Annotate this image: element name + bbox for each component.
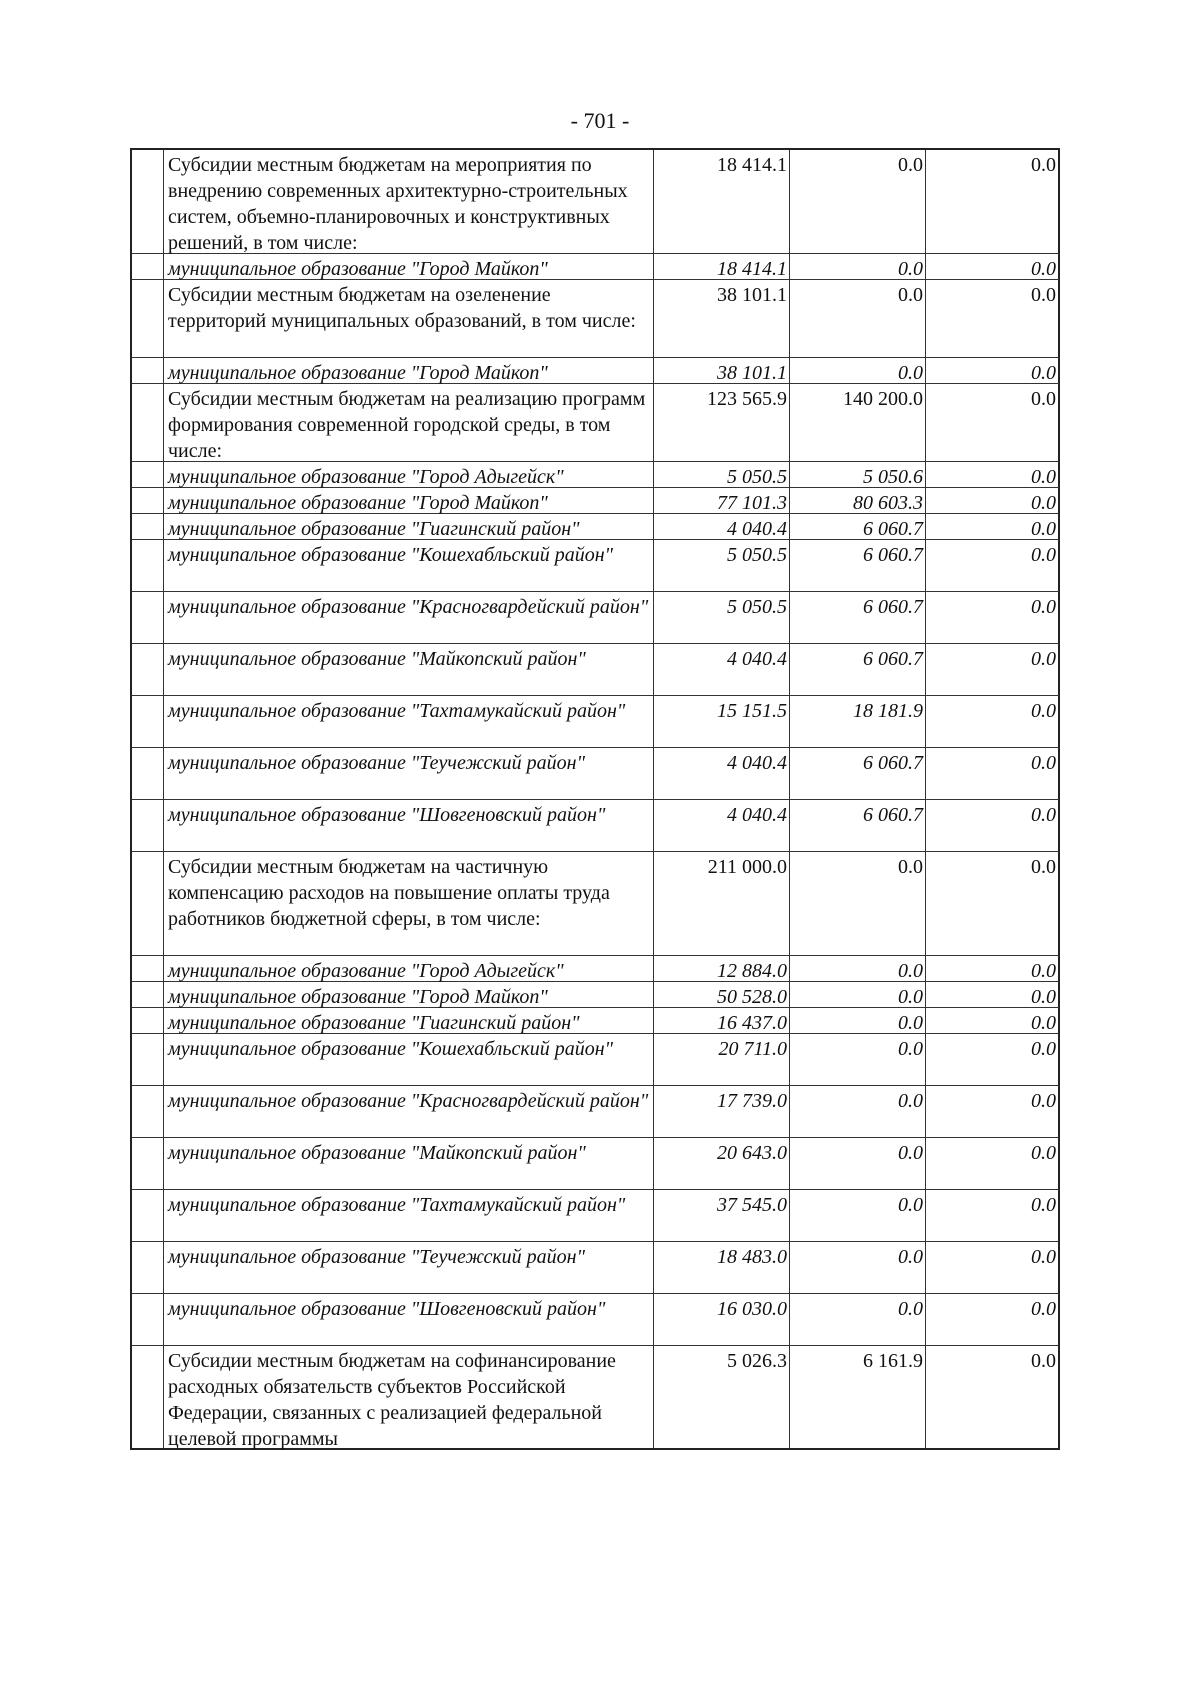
row-value-3: 0.0 xyxy=(1031,804,1056,826)
row-value-1: 16 437.0 xyxy=(654,1008,790,1033)
row-value-1: 5 050.5 xyxy=(654,540,790,591)
row-index-cell xyxy=(132,592,164,643)
table-row-municipality xyxy=(130,1190,1060,1242)
row-value-2: 6 060.7 xyxy=(790,748,926,799)
row-value-3: 0.0 xyxy=(1031,544,1056,566)
table-row-municipality xyxy=(130,488,1060,514)
row-description: муниципальное образование "Красногвардейский район" xyxy=(164,592,654,643)
row-description: муниципальное образование "Город Майкоп" xyxy=(164,358,654,383)
row-value-2: 0.0 xyxy=(790,1086,926,1137)
table-row-municipality xyxy=(130,982,1060,1008)
row-value-2: 5 050.6 xyxy=(790,462,926,487)
row-index-cell xyxy=(132,384,164,461)
row-value-3: 0.0 xyxy=(1031,648,1056,670)
row-description: муниципальное образование "Шовгеновский район" xyxy=(164,800,654,851)
row-value-2: 0.0 xyxy=(790,1138,926,1189)
row-index-cell xyxy=(132,852,164,955)
row-value-2: 0.0 xyxy=(790,1294,926,1345)
row-value-2: 18 181.9 xyxy=(790,696,926,747)
row-description: муниципальное образование "Гиагинский район" xyxy=(164,514,654,539)
row-index-cell xyxy=(132,514,164,539)
row-value-2: 6 060.7 xyxy=(790,800,926,851)
row-value-1: 20 643.0 xyxy=(654,1138,790,1189)
row-value-2: 80 603.3 xyxy=(790,488,926,513)
table-row-subsidy xyxy=(130,148,1060,254)
row-value-2: 0.0 xyxy=(790,358,926,383)
row-index-cell xyxy=(132,1294,164,1345)
row-index-cell xyxy=(132,462,164,487)
table-row-municipality xyxy=(130,592,1060,644)
row-value-3: 0.0 xyxy=(1031,518,1056,540)
row-description: муниципальное образование "Город Майкоп" xyxy=(164,488,654,513)
row-index-cell xyxy=(132,488,164,513)
row-value-1: 18 414.1 xyxy=(654,150,790,253)
row-index-cell xyxy=(132,696,164,747)
row-description: муниципальное образование "Майкопский район" xyxy=(164,644,654,695)
row-index-cell xyxy=(132,280,164,357)
table-row-municipality xyxy=(130,800,1060,852)
table-row-municipality xyxy=(130,1294,1060,1346)
row-value-1: 18 414.1 xyxy=(654,254,790,279)
row-description: муниципальное образование "Красногвардейский район" xyxy=(164,1086,654,1137)
row-value-1: 16 030.0 xyxy=(654,1294,790,1345)
row-value-3: 0.0 xyxy=(1031,1350,1056,1372)
table-row-subsidy xyxy=(130,852,1060,956)
row-index-cell xyxy=(132,1242,164,1293)
row-value-2: 0.0 xyxy=(790,956,926,981)
row-value-1: 12 884.0 xyxy=(654,956,790,981)
row-value-1: 4 040.4 xyxy=(654,514,790,539)
row-value-1: 5 050.5 xyxy=(654,462,790,487)
row-value-2: 0.0 xyxy=(790,280,926,357)
row-value-1: 5 026.3 xyxy=(654,1346,790,1448)
row-value-2: 6 060.7 xyxy=(790,514,926,539)
row-value-3: 0.0 xyxy=(1031,596,1056,618)
row-value-3: 0.0 xyxy=(1031,1194,1056,1216)
table-row-municipality xyxy=(130,462,1060,488)
table-row-municipality xyxy=(130,1242,1060,1294)
row-description: Субсидии местным бюджетам на реализацию программ формирования современной городской среды, в том числе: xyxy=(164,384,654,461)
row-value-2: 140 200.0 xyxy=(790,384,926,461)
row-value-2: 0.0 xyxy=(790,1034,926,1085)
row-index-cell xyxy=(132,540,164,591)
row-index-cell xyxy=(132,1086,164,1137)
row-description: муниципальное образование "Город Адыгейск" xyxy=(164,956,654,981)
row-value-1: 211 000.0 xyxy=(654,852,790,955)
row-value-3: 0.0 xyxy=(1031,154,1056,176)
row-value-3: 0.0 xyxy=(1031,1012,1056,1034)
row-value-1: 5 050.5 xyxy=(654,592,790,643)
table-row-municipality xyxy=(130,1086,1060,1138)
row-index-cell xyxy=(132,1138,164,1189)
row-value-3: 0.0 xyxy=(1031,388,1056,410)
row-value-1: 4 040.4 xyxy=(654,800,790,851)
row-value-2: 6 060.7 xyxy=(790,540,926,591)
row-description: Субсидии местным бюджетам на озеленение территорий муниципальных образований, в том числе: xyxy=(164,280,654,357)
row-value-3: 0.0 xyxy=(1031,258,1056,280)
table-row-municipality xyxy=(130,1008,1060,1034)
row-value-3: 0.0 xyxy=(1031,466,1056,488)
row-description: Субсидии местным бюджетам на частичную компенсацию расходов на повышение оплаты труда работников бюджетной сферы, в том числе: xyxy=(164,852,654,955)
row-description: муниципальное образование "Гиагинский район" xyxy=(164,1008,654,1033)
row-value-3: 0.0 xyxy=(1031,1090,1056,1112)
row-value-3: 0.0 xyxy=(1031,986,1056,1008)
row-description: муниципальное образование "Город Майкоп" xyxy=(164,982,654,1007)
row-description: Субсидии местным бюджетам на мероприятия по внедрению современных архитектурно-строительных систем, объемно-планировочных и конструктивных решений, в том числе: xyxy=(164,150,654,253)
row-value-1: 38 101.1 xyxy=(654,280,790,357)
table-row-municipality xyxy=(130,748,1060,800)
row-value-2: 0.0 xyxy=(790,1008,926,1033)
row-value-2: 0.0 xyxy=(790,852,926,955)
table-row-municipality xyxy=(130,696,1060,748)
page-number: - 701 - xyxy=(570,108,630,133)
table-row-municipality xyxy=(130,1138,1060,1190)
row-value-3: 0.0 xyxy=(1031,700,1056,722)
row-description: муниципальное образование "Майкопский район" xyxy=(164,1138,654,1189)
table-row-municipality xyxy=(130,358,1060,384)
table-row-municipality xyxy=(130,956,1060,982)
table-row-municipality xyxy=(130,644,1060,696)
row-value-1: 37 545.0 xyxy=(654,1190,790,1241)
row-value-1: 50 528.0 xyxy=(654,982,790,1007)
row-index-cell xyxy=(132,1190,164,1241)
table-row-municipality xyxy=(130,540,1060,592)
row-index-cell xyxy=(132,956,164,981)
table-row-subsidy xyxy=(130,384,1060,462)
row-value-3: 0.0 xyxy=(1031,1142,1056,1164)
row-value-1: 17 739.0 xyxy=(654,1086,790,1137)
table-row-municipality xyxy=(130,514,1060,540)
row-value-3: 0.0 xyxy=(1031,362,1056,384)
table-row-subsidy xyxy=(130,280,1060,358)
row-value-2: 0.0 xyxy=(790,982,926,1007)
row-description: муниципальное образование "Город Адыгейск" xyxy=(164,462,654,487)
row-value-2: 6 161.9 xyxy=(790,1346,926,1448)
row-value-1: 38 101.1 xyxy=(654,358,790,383)
row-index-cell xyxy=(132,748,164,799)
row-description: муниципальное образование "Тахтамукайский район" xyxy=(164,1190,654,1241)
row-description: муниципальное образование "Теучежский район" xyxy=(164,748,654,799)
row-description: муниципальное образование "Теучежский район" xyxy=(164,1242,654,1293)
row-value-2: 6 060.7 xyxy=(790,592,926,643)
row-index-cell xyxy=(132,644,164,695)
row-value-3: 0.0 xyxy=(1031,752,1056,774)
row-value-1: 4 040.4 xyxy=(654,644,790,695)
row-value-3: 0.0 xyxy=(1031,284,1056,306)
row-index-cell xyxy=(132,982,164,1007)
row-value-2: 6 060.7 xyxy=(790,644,926,695)
row-description: Субсидии местным бюджетам на софинансирование расходных обязательств субъектов Российской Федерации, связанных с реализацией федеральной целевой программы xyxy=(164,1346,654,1448)
row-value-2: 0.0 xyxy=(790,1242,926,1293)
table-row-subsidy xyxy=(130,1346,1060,1450)
row-value-1: 123 565.9 xyxy=(654,384,790,461)
budget-table xyxy=(130,148,1060,1450)
row-value-1: 20 711.0 xyxy=(654,1034,790,1085)
row-value-1: 4 040.4 xyxy=(654,748,790,799)
row-value-1: 18 483.0 xyxy=(654,1242,790,1293)
row-value-3: 0.0 xyxy=(1031,1246,1056,1268)
row-description: муниципальное образование "Шовгеновский район" xyxy=(164,1294,654,1345)
row-index-cell xyxy=(132,358,164,383)
row-value-2: 0.0 xyxy=(790,1190,926,1241)
row-index-cell xyxy=(132,800,164,851)
row-value-1: 15 151.5 xyxy=(654,696,790,747)
row-value-3: 0.0 xyxy=(1031,856,1056,878)
row-index-cell xyxy=(132,254,164,279)
row-index-cell xyxy=(132,1008,164,1033)
row-value-3: 0.0 xyxy=(1031,960,1056,982)
table-row-municipality xyxy=(130,1034,1060,1086)
row-value-2: 0.0 xyxy=(790,254,926,279)
row-index-cell xyxy=(132,1034,164,1085)
row-description: муниципальное образование "Тахтамукайский район" xyxy=(164,696,654,747)
row-index-cell xyxy=(132,1346,164,1448)
row-index-cell xyxy=(132,150,164,253)
row-description: муниципальное образование "Город Майкоп" xyxy=(164,254,654,279)
row-value-2: 0.0 xyxy=(790,150,926,253)
row-value-1: 77 101.3 xyxy=(654,488,790,513)
table-row-municipality xyxy=(130,254,1060,280)
row-description: муниципальное образование "Кошехабльский район" xyxy=(164,1034,654,1085)
row-value-3: 0.0 xyxy=(1031,1298,1056,1320)
row-description: муниципальное образование "Кошехабльский район" xyxy=(164,540,654,591)
row-value-3: 0.0 xyxy=(1031,1038,1056,1060)
row-value-3: 0.0 xyxy=(1031,492,1056,514)
